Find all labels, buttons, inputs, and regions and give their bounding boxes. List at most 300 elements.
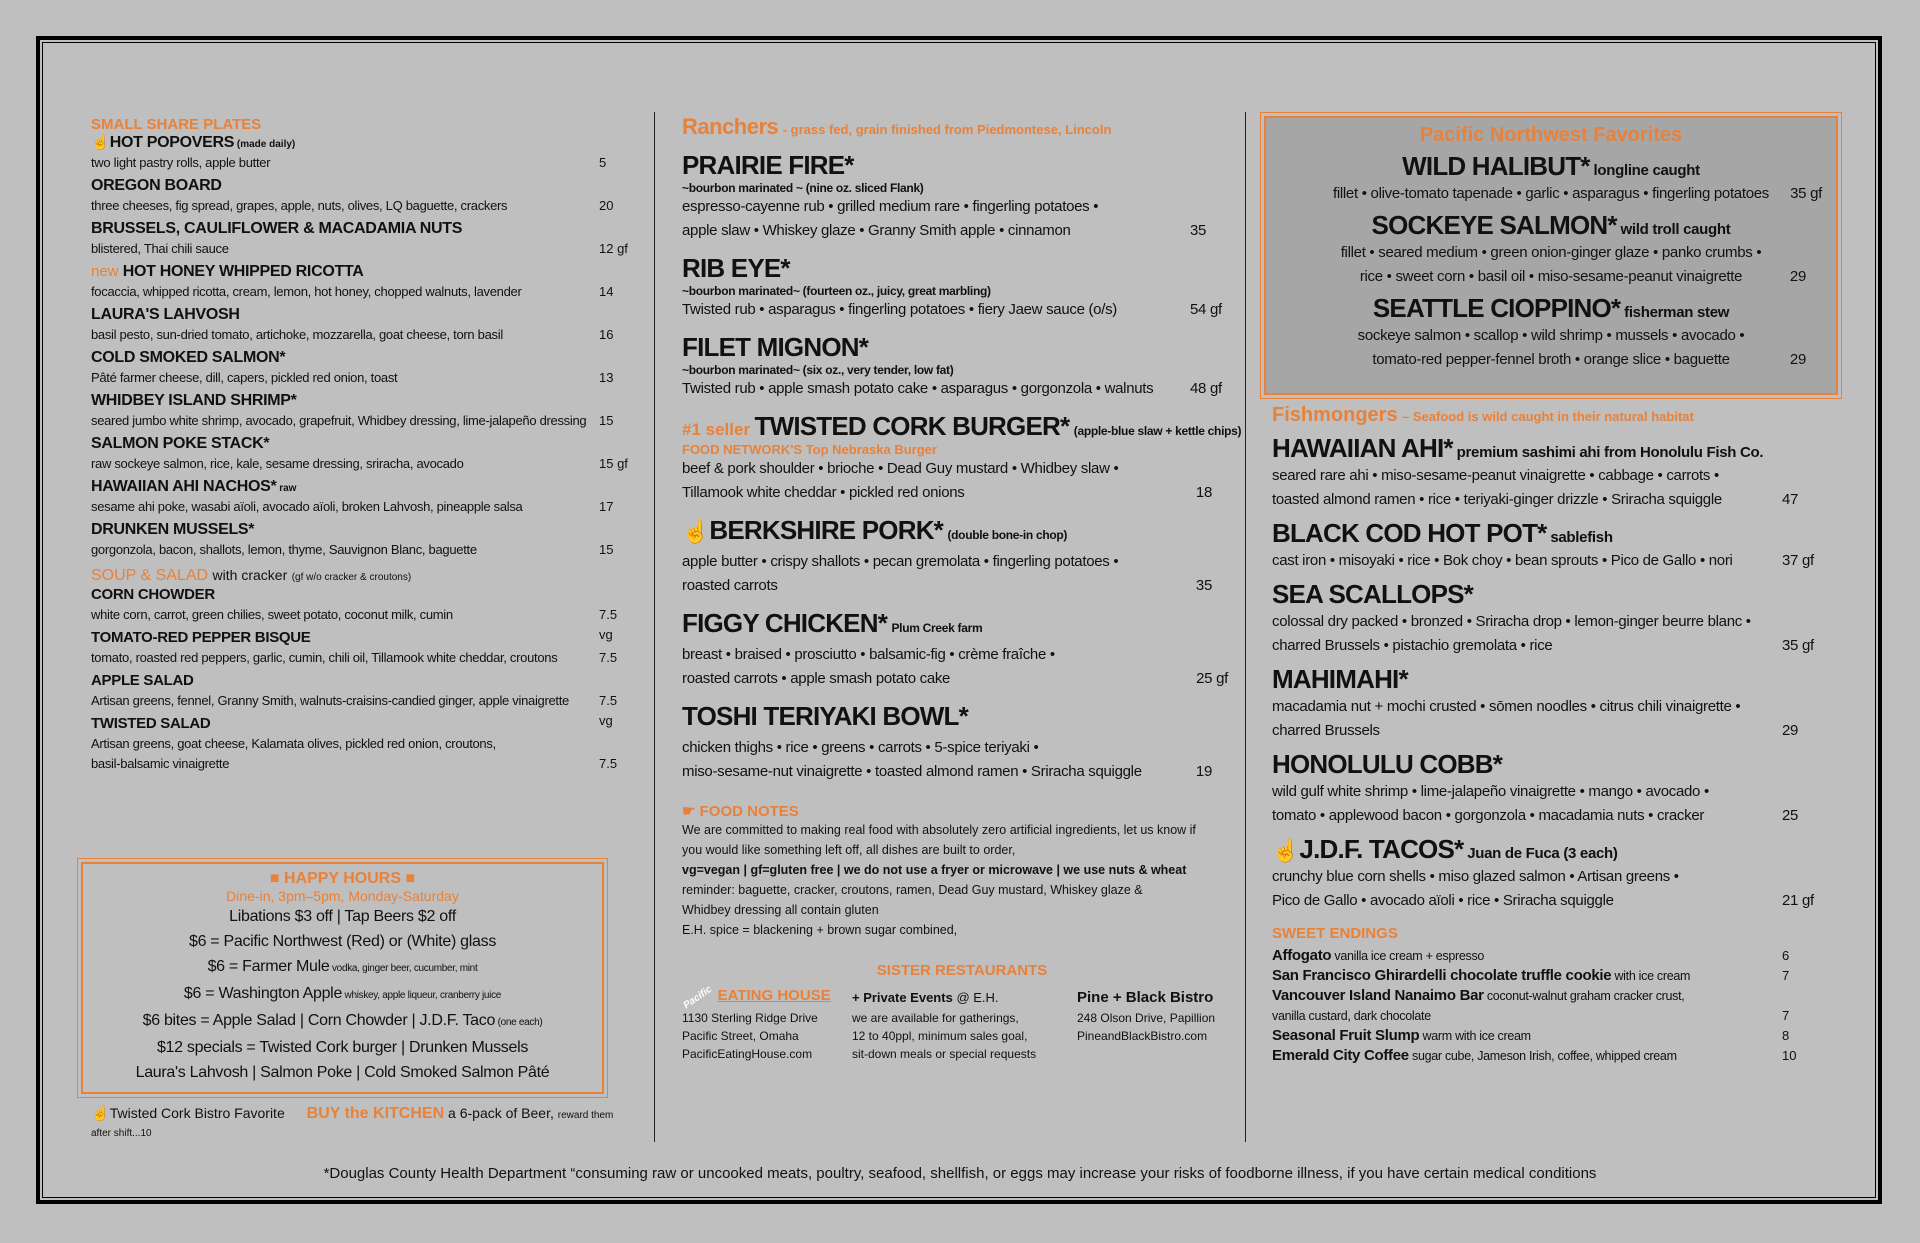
menu-item (91, 477, 631, 517)
item-desc: macadamia nut + mochi crusted • sōmen noodles • citrus chili vinaigrette • (1272, 698, 1741, 715)
soup-salad-header (91, 567, 631, 585)
item-name: WHIDBEY ISLAND SHRIMP* (91, 392, 297, 409)
menu-item-toshi (682, 701, 1242, 784)
item-desc: colossal dry packed • bronzed • Sriracha drop • lemon-ginger beurre blanc • (1272, 613, 1751, 630)
item-note: longline caught (1589, 162, 1700, 179)
happy-line (83, 929, 602, 954)
menu-item (682, 253, 1242, 322)
item-desc-row (91, 196, 631, 216)
item-price: 37 gf (1782, 552, 1814, 569)
item-price: 25 gf (1196, 670, 1228, 687)
pnw-list (1266, 151, 1836, 372)
item-note: premium sashimi ahi from Honolulu Fish Co. (1452, 444, 1764, 461)
new-badge: new (91, 263, 123, 280)
item-price: 29 (1789, 351, 1806, 368)
item-desc-2: Pico de Gallo • avocado aïoli • rice • Sriracha squiggle (1272, 892, 1614, 909)
menu-item (682, 332, 1242, 401)
happy-line-text: $6 = Washington Apple (183, 985, 343, 1002)
eh-line: 1130 Sterling Ridge Drive (682, 1011, 818, 1025)
item-price: 7.5 vg (599, 607, 618, 642)
happy-hours-box (81, 862, 604, 1094)
item-desc-2: rice • sweet corn • basil oil • miso-sesame-peanut vinaigrette (1359, 268, 1743, 285)
menu-item (91, 391, 631, 431)
item-price: 29 (1789, 268, 1806, 285)
pb-line: PineandBlackBistro.com (1077, 1029, 1208, 1043)
item-price: 6 (1782, 948, 1790, 963)
item-desc: coconut-walnut graham cracker crust, (1483, 989, 1685, 1003)
menu-item (1272, 749, 1824, 828)
item-name-row (91, 176, 631, 196)
item-desc-row (91, 497, 631, 517)
happy-hours-title: ■ HAPPY HOURS ■ (269, 870, 416, 887)
item-name-row (91, 219, 631, 239)
menu-item (91, 176, 631, 216)
buy-kitchen-text: a 6-pack of Beer, (448, 1105, 554, 1121)
item-desc: seared rare ahi • miso-sesame-peanut vinaigrette • cabbage • carrots • (1272, 467, 1719, 484)
fishmongers-subtitle: – Seafood is wild caught in their natural habitat (1402, 409, 1694, 424)
item-price: 16 (599, 327, 614, 342)
item-price: 35 (1190, 222, 1207, 239)
item-desc-2: Tillamook white cheddar • pickled red onions (682, 484, 965, 501)
item-desc-row (1272, 488, 1824, 512)
ranchers-subtitle: - grass fed, grain finished from Piedmontese, Lincoln (782, 122, 1112, 137)
item-note: wild troll caught (1616, 221, 1731, 238)
item-desc: Artisan greens, fennel, Granny Smith, walnuts-craisins-candied ginger, apple vinaigrette (91, 693, 569, 708)
section-title-soup: SOUP & SALAD (91, 567, 209, 584)
item-name-row (1266, 210, 1836, 241)
item-price: 35 gf (1782, 637, 1814, 654)
menu-item-figgy (682, 608, 1242, 691)
happy-line-text: $12 specials = Twisted Cork burger | Drunken Mussels (156, 1039, 529, 1056)
menu-item (1266, 293, 1836, 372)
item-note: (double bone-in chop) (947, 528, 1068, 542)
happy-hours-when: Dine-in, 3pm–5pm, Monday-Saturday (226, 888, 459, 904)
item-note: Juan de Fuca (3 each) (1463, 845, 1618, 862)
divider-left (654, 112, 655, 1142)
dessert-item (1272, 1026, 1824, 1046)
burger-award: FOOD NETWORK'S Top Nebraska Burger (682, 442, 937, 457)
happy-line (83, 981, 602, 1008)
item-name-row (91, 305, 631, 325)
menu-item (91, 262, 631, 302)
item-price: 29 (1782, 722, 1799, 739)
item-price: 25 (1782, 807, 1799, 824)
item-desc-row (91, 153, 631, 173)
pine-black-block (1077, 987, 1247, 1045)
item-name-row (1272, 834, 1824, 865)
item-name-row (1266, 151, 1836, 182)
item-desc-row (682, 377, 1242, 401)
menu-item (1272, 433, 1824, 512)
item-name-row (91, 477, 631, 497)
menu-item (91, 628, 631, 668)
left-column (91, 116, 631, 777)
item-desc: blistered, Thai chili sauce (91, 241, 229, 256)
happy-line-text: Laura's Lahvosh | Salmon Poke | Cold Smoked Salmon Pâté (135, 1064, 550, 1081)
item-desc: cast iron • misoyaki • rice • Bok choy • bean sprouts • Pico de Gallo • nori (1272, 552, 1733, 569)
item-desc: fillet • olive-tomato tapenade • garlic • asparagus • fingerling potatoes (1332, 185, 1770, 202)
section-title-small-share: SMALL SHARE PLATES (91, 116, 262, 133)
item-desc-2: charred Brussels • pistachio gremolata • rice (1272, 637, 1553, 654)
item-sub: ~bourbon marinated~ (six oz., very tender, low fat) (682, 363, 954, 377)
item-name: SALMON POKE STACK* (91, 435, 270, 452)
private-events-title: + Private Events (852, 990, 953, 1005)
happy-line-text: Libations $3 off | Tap Beers $2 off (229, 908, 456, 925)
small-share-list (91, 133, 631, 560)
menu-item (1272, 518, 1824, 573)
menu-item (91, 520, 631, 560)
food-note-line: you would like something left off, all dishes are built to order, (682, 843, 1016, 857)
item-name: BLACK COD HOT POT* (1272, 518, 1547, 548)
soup-note: with cracker (212, 567, 288, 583)
menu-item (1272, 664, 1824, 743)
logo-script: Pacific (681, 983, 715, 1012)
food-note-line: vg=vegan | gf=gluten free | we do not use a fryer or microwave | we use nuts & wheat (682, 863, 1187, 877)
pe-line: 12 to 40ppl, minimum sales goal, (852, 1029, 1028, 1043)
item-name-row (1272, 433, 1824, 464)
item-name: MAHIMAHI* (1272, 664, 1408, 694)
item-name: HAWAIIAN AHI* (1272, 433, 1453, 463)
item-desc: fillet • seared medium • green onion-ginger glaze • panko crumbs • (1340, 244, 1762, 261)
item-desc-row (91, 734, 631, 754)
happy-line-text: $6 bites = Apple Salad | Corn Chowder | J.D.F. Taco (142, 1012, 496, 1029)
item-name-row (91, 133, 631, 153)
item-name: HAWAIIAN AHI NACHOS* (91, 478, 277, 495)
item-desc-row (91, 368, 631, 388)
item-desc: seared jumbo white shrimp, avocado, grapefruit, Whidbey dressing, lime-jalapeño dressing (91, 413, 587, 428)
pe-line: sit-down meals or special requests (852, 1047, 1037, 1061)
pb-line: 248 Olson Drive, Papillion (1077, 1011, 1216, 1025)
item-desc: wild gulf white shrimp • lime-jalapeño vinaigrette • mango • avocado • (1272, 783, 1709, 800)
menu-item-pork (682, 515, 1242, 598)
menu-item-burger (682, 411, 1242, 505)
item-desc-2: miso-sesame-nut vinaigrette • toasted almond ramen • Sriracha squiggle (682, 763, 1142, 780)
item-note: (made daily) (234, 139, 296, 150)
item-desc: apple butter • crispy shallots • pecan gremolata • fingerling potatoes • (682, 553, 1119, 570)
item-desc-2: tomato-red pepper-fennel broth • orange slice • baguette (1372, 351, 1730, 368)
item-name-row (91, 391, 631, 411)
item-desc: tomato, roasted red peppers, garlic, cumin, chili oil, Tillamook white cheddar, croutons (91, 650, 558, 665)
left-bottom-line (91, 1104, 631, 1139)
item-name: FILET MIGNON* (682, 332, 869, 362)
item-price: 21 gf (1782, 892, 1814, 909)
item-name: WILD HALIBUT* (1402, 151, 1590, 181)
item-desc-row (1272, 804, 1824, 828)
item-name: SEA SCALLOPS* (1272, 579, 1474, 609)
dessert-item (1272, 966, 1824, 986)
item-note: raw (276, 483, 297, 494)
private-events-block (852, 987, 1042, 1063)
item-desc-row (682, 195, 1242, 219)
item-price: 15 gf (599, 456, 628, 471)
item-desc (682, 481, 1242, 505)
item-name: CORN CHOWDER (91, 586, 215, 603)
item-desc: focaccia, whipped ricotta, cream, lemon, hot honey, chopped walnuts, lavender (91, 284, 522, 299)
item-desc-2: apple slaw • Whiskey glaze • Granny Smith apple • cinnamon (682, 222, 1071, 239)
item-name-row (91, 262, 631, 282)
item-desc (682, 667, 1242, 691)
ranchers-title: Ranchers (682, 114, 779, 139)
item-price: 47 (1782, 491, 1799, 508)
pine-black-title: Pine + Black Bistro (1077, 989, 1214, 1006)
food-note-line: Whidbey dressing all contain gluten (682, 903, 879, 917)
item-price: 8 (1782, 1028, 1790, 1043)
burger-prefix: #1 seller (682, 420, 751, 439)
item-desc-row (682, 219, 1242, 243)
item-desc-row (91, 454, 631, 474)
item-desc (682, 574, 1242, 598)
item-name-row (1272, 518, 1824, 549)
hand-icon: ☝ (1272, 838, 1300, 863)
item-price: 7.5 (599, 650, 618, 665)
item-name: J.D.F. TACOS* (1299, 834, 1464, 864)
item-price: 19 (1195, 763, 1212, 780)
item-name-row (91, 348, 631, 368)
happy-line-note: whiskey, apple liqueur, cranberry juice (342, 990, 502, 1001)
item-desc: Pâté farmer cheese, dill, capers, pickled red onion, toast (91, 370, 398, 385)
item-desc-2: roasted carrots • apple smash potato cake (682, 670, 951, 687)
menu-item (1266, 151, 1836, 206)
item-name: RIB EYE* (682, 253, 790, 283)
buy-kitchen-label: BUY the KITCHEN (306, 1105, 445, 1122)
item-name: FIGGY CHICKEN* (682, 608, 888, 638)
item-desc: crunchy blue corn shells • miso glazed salmon • Artisan greens • (1272, 868, 1679, 885)
menu-item (91, 714, 631, 774)
item-desc-row (91, 411, 631, 431)
item-name: PRAIRIE FIRE* (682, 150, 854, 180)
item-name: HONOLULU COBB* (1272, 749, 1503, 779)
item-desc-row (1272, 610, 1824, 634)
item-desc-row (1272, 695, 1824, 719)
item-desc: sesame ahi poke, wasabi aïoli, avocado aïoli, broken Lahvosh, pineapple salsa (91, 499, 523, 514)
sweet-endings-title: SWEET ENDINGS (1272, 925, 1398, 942)
menu-item (682, 150, 1242, 243)
item-name: APPLE SALAD (91, 672, 194, 689)
happy-line (83, 904, 602, 929)
item-desc-row (1272, 780, 1824, 804)
sister-restaurants-title: SISTER RESTAURANTS (876, 962, 1048, 979)
item-desc: chicken thighs • rice • greens • carrots • 5-spice teriyaki • (682, 739, 1039, 756)
item-desc: raw sockeye salmon, rice, kale, sesame dressing, sriracha, avocado (91, 456, 464, 471)
item-desc: vanilla ice cream + espresso (1331, 949, 1485, 963)
item-name-row (1272, 749, 1824, 780)
item-desc-row (1272, 634, 1824, 658)
dessert-item (1272, 946, 1824, 966)
item-name: Affogato (1272, 947, 1332, 964)
food-note-line: reminder: baguette, cracker, croutons, ramen, Dead Guy mustard, Whiskey glaze & (682, 883, 1143, 897)
ranchers-list (682, 150, 1242, 401)
buy-kitchen-small: reward them after shift...10 (91, 1110, 614, 1139)
health-disclaimer: *Douglas County Health Department “consuming raw or uncooked meats, poultry, seafood, shellfish, or eggs may increase your risks of foodborne illness, if you have certain medical conditions (323, 1165, 1597, 1182)
item-price: 17 (599, 499, 614, 514)
item-desc: sugar cube, Jameson Irish, coffee, whipped cream (1408, 1049, 1677, 1063)
item-desc: sockeye salmon • scallop • wild shrimp • mussels • avocado • (1357, 327, 1745, 344)
item-price: 7 (1782, 1008, 1790, 1023)
item-name: COLD SMOKED SALMON* (91, 349, 286, 366)
item-desc: with ice cream (1611, 969, 1691, 983)
food-notes (682, 820, 1242, 940)
item-name: SEATTLE CIOPPINO* (1372, 293, 1621, 323)
sister-restaurants (681, 983, 1242, 1067)
item-name-row (1266, 293, 1836, 324)
item-price: 15 (599, 542, 614, 557)
item-desc: beef & pork shoulder • brioche • Dead Guy mustard • Whidbey slaw • (682, 460, 1119, 477)
hand-icon: ☝ (91, 134, 110, 151)
item-price: 12 gf (599, 241, 628, 256)
dessert-item (1272, 986, 1824, 1006)
item-desc-row (682, 298, 1242, 322)
item-desc-row (91, 540, 631, 560)
item-note: fisherman stew (1620, 304, 1730, 321)
item-note: Plum Creek farm (891, 621, 983, 635)
happy-hours-lines (83, 904, 602, 1085)
item-desc-row (1266, 241, 1836, 265)
menu-item (91, 305, 631, 345)
item-desc (682, 760, 1242, 784)
happy-line (83, 1008, 602, 1035)
item-name: TOMATO-RED PEPPER BISQUE (91, 629, 311, 646)
soup-list (91, 585, 631, 774)
item-price: 35 gf (1790, 185, 1822, 202)
eh-line: Pacific Street, Omaha (682, 1029, 799, 1043)
item-price: 48 gf (1190, 380, 1222, 397)
item-price: 13 (599, 370, 614, 385)
happy-line (83, 954, 602, 981)
private-events-at: @ E.H. (956, 990, 999, 1005)
item-name-row (1272, 664, 1824, 695)
item-desc-2: tomato • applewood bacon • gorgonzola • macadamia nuts • cracker (1272, 807, 1705, 824)
logo-text: EATING HOUSE (717, 987, 831, 1004)
menu-item (91, 348, 631, 388)
menu-item (1272, 834, 1824, 913)
item-desc-2: vanilla custard, dark chocolate (1272, 1009, 1431, 1023)
item-desc-2: toasted almond ramen • rice • teriyaki-ginger drizzle • Sriracha squiggle (1272, 491, 1722, 508)
sweet-endings-list (1272, 946, 1824, 1066)
soup-note-small: (gf w/o cracker & croutons) (291, 572, 412, 583)
eating-house-block (681, 983, 842, 1063)
item-desc-row (1272, 549, 1824, 573)
pnw-title: Pacific Northwest Favorites (1419, 124, 1683, 146)
item-desc-row (91, 282, 631, 302)
item-price: 7.5 (599, 756, 618, 771)
middle-column (682, 114, 1242, 1067)
fishmongers-list (1272, 433, 1824, 913)
item-name: BERKSHIRE PORK* (709, 515, 943, 545)
fishmongers-header (1272, 404, 1824, 427)
eh-line: PacificEatingHouse.com (682, 1047, 813, 1061)
hand-icon: ☝ (91, 1105, 110, 1122)
item-name: OREGON BOARD (91, 177, 222, 194)
item-desc-2: basil-balsamic vinaigrette (91, 756, 230, 771)
favorite-legend: Twisted Cork Bistro Favorite (109, 1105, 285, 1121)
item-desc: espresso-cayenne rub • grilled medium rare • fingerling potatoes • (682, 198, 1099, 215)
item-price: 14 (599, 284, 614, 299)
menu-item (91, 219, 631, 259)
item-price: 5 (599, 155, 607, 170)
item-name: TWISTED CORK BURGER* (754, 411, 1070, 441)
item-note: (apple-blue slaw + kettle chips) (1073, 424, 1242, 438)
hand-icon: ☝ (682, 519, 710, 544)
item-name-row (91, 520, 631, 540)
happy-line-text: $6 = Farmer Mule (207, 958, 330, 975)
food-notes-title: ☛ FOOD NOTES (682, 803, 799, 820)
item-desc-row (1272, 719, 1824, 743)
menu-item (91, 434, 631, 474)
item-price: 7.5 vg (599, 693, 618, 728)
menu-item (1272, 579, 1824, 658)
food-note-line: E.H. spice = blackening + brown sugar combined, (682, 923, 958, 937)
item-name: San Francisco Ghirardelli chocolate truffle cookie (1272, 967, 1612, 984)
food-note-line: We are committed to making real food with absolutely zero artificial ingredients, let us know if (682, 823, 1196, 837)
happy-line-note: (one each) (495, 1017, 543, 1028)
item-name: DRUNKEN MUSSELS* (91, 521, 255, 538)
happy-line-note: vodka, ginger beer, cucumber, mint (329, 963, 478, 974)
item-desc-row (1266, 265, 1836, 289)
item-price: 20 (599, 198, 614, 213)
item-desc-row (91, 325, 631, 345)
menu-item (1266, 210, 1836, 289)
ranchers-header (682, 114, 1242, 140)
item-desc: white corn, carrot, green chilies, sweet potato, coconut milk, cumin (91, 607, 453, 622)
item-desc: warm with ice cream (1419, 1029, 1531, 1043)
item-desc-row (91, 239, 631, 259)
item-desc-row (1266, 324, 1836, 348)
item-desc-2: charred Brussels (1272, 722, 1380, 739)
happy-line-text: $6 = Pacific Northwest (Red) or (White) glass (188, 933, 497, 950)
item-price: 18 (1195, 484, 1212, 501)
item-desc: breast • braised • prosciutto • balsamic-fig • crème fraîche • (682, 646, 1055, 663)
happy-line (83, 1060, 602, 1085)
item-name-row (91, 434, 631, 454)
fishmongers-title: Fishmongers (1272, 404, 1398, 426)
item-price: 7 (1782, 968, 1790, 983)
item-name: Seasonal Fruit Slump (1272, 1027, 1420, 1044)
item-desc-2: roasted carrots (682, 577, 778, 594)
item-desc-row (1266, 348, 1836, 372)
item-price: 54 gf (1190, 301, 1222, 318)
eating-house-logo (681, 983, 842, 1012)
item-name: BRUSSELS, CAULIFLOWER & MACADAMIA NUTS (91, 220, 463, 237)
item-name: TOSHI TERIYAKI BOWL* (682, 701, 968, 731)
item-desc-row (1266, 182, 1836, 206)
item-desc: Twisted rub • asparagus • fingerling potatoes • fiery Jaew sauce (o/s) (682, 301, 1117, 318)
item-desc: Twisted rub • apple smash potato cake • asparagus • gorgonzola • walnuts (682, 380, 1154, 397)
item-price: 10 (1782, 1048, 1797, 1063)
item-desc-row (1272, 889, 1824, 913)
menu-item (91, 133, 631, 173)
item-name-row (1272, 579, 1824, 610)
item-sub: ~bourbon marinated~ (fourteen oz., juicy, great marbling) (682, 284, 991, 298)
item-note: sablefish (1546, 529, 1613, 546)
item-price: 35 (1195, 577, 1212, 594)
item-name: SOCKEYE SALMON* (1371, 210, 1617, 240)
item-sub: ~bourbon marinated ~ (nine oz. sliced Flank) (682, 181, 924, 195)
item-desc-row (1272, 865, 1824, 889)
dessert-item (1272, 1046, 1824, 1066)
item-desc: two light pastry rolls, apple butter (91, 155, 271, 170)
item-desc-row (1272, 464, 1824, 488)
item-desc-row (91, 648, 631, 668)
item-name: HOT POPOVERS (109, 134, 235, 151)
item-name: Emerald City Coffee (1272, 1047, 1409, 1064)
right-column (1272, 404, 1824, 1066)
item-desc: gorgonzola, bacon, shallots, lemon, thyme, Sauvignon Blanc, baguette (91, 542, 477, 557)
item-name: Vancouver Island Nanaimo Bar (1272, 987, 1484, 1004)
item-desc: three cheeses, fig spread, grapes, apple, nuts, olives, LQ baguette, crackers (91, 198, 508, 213)
item-desc: Artisan greens, goat cheese, Kalamata olives, pickled red onion, croutons, (91, 736, 496, 751)
item-name: LAURA'S LAHVOSH (91, 306, 240, 323)
pe-line: we are available for gatherings, (852, 1011, 1019, 1025)
